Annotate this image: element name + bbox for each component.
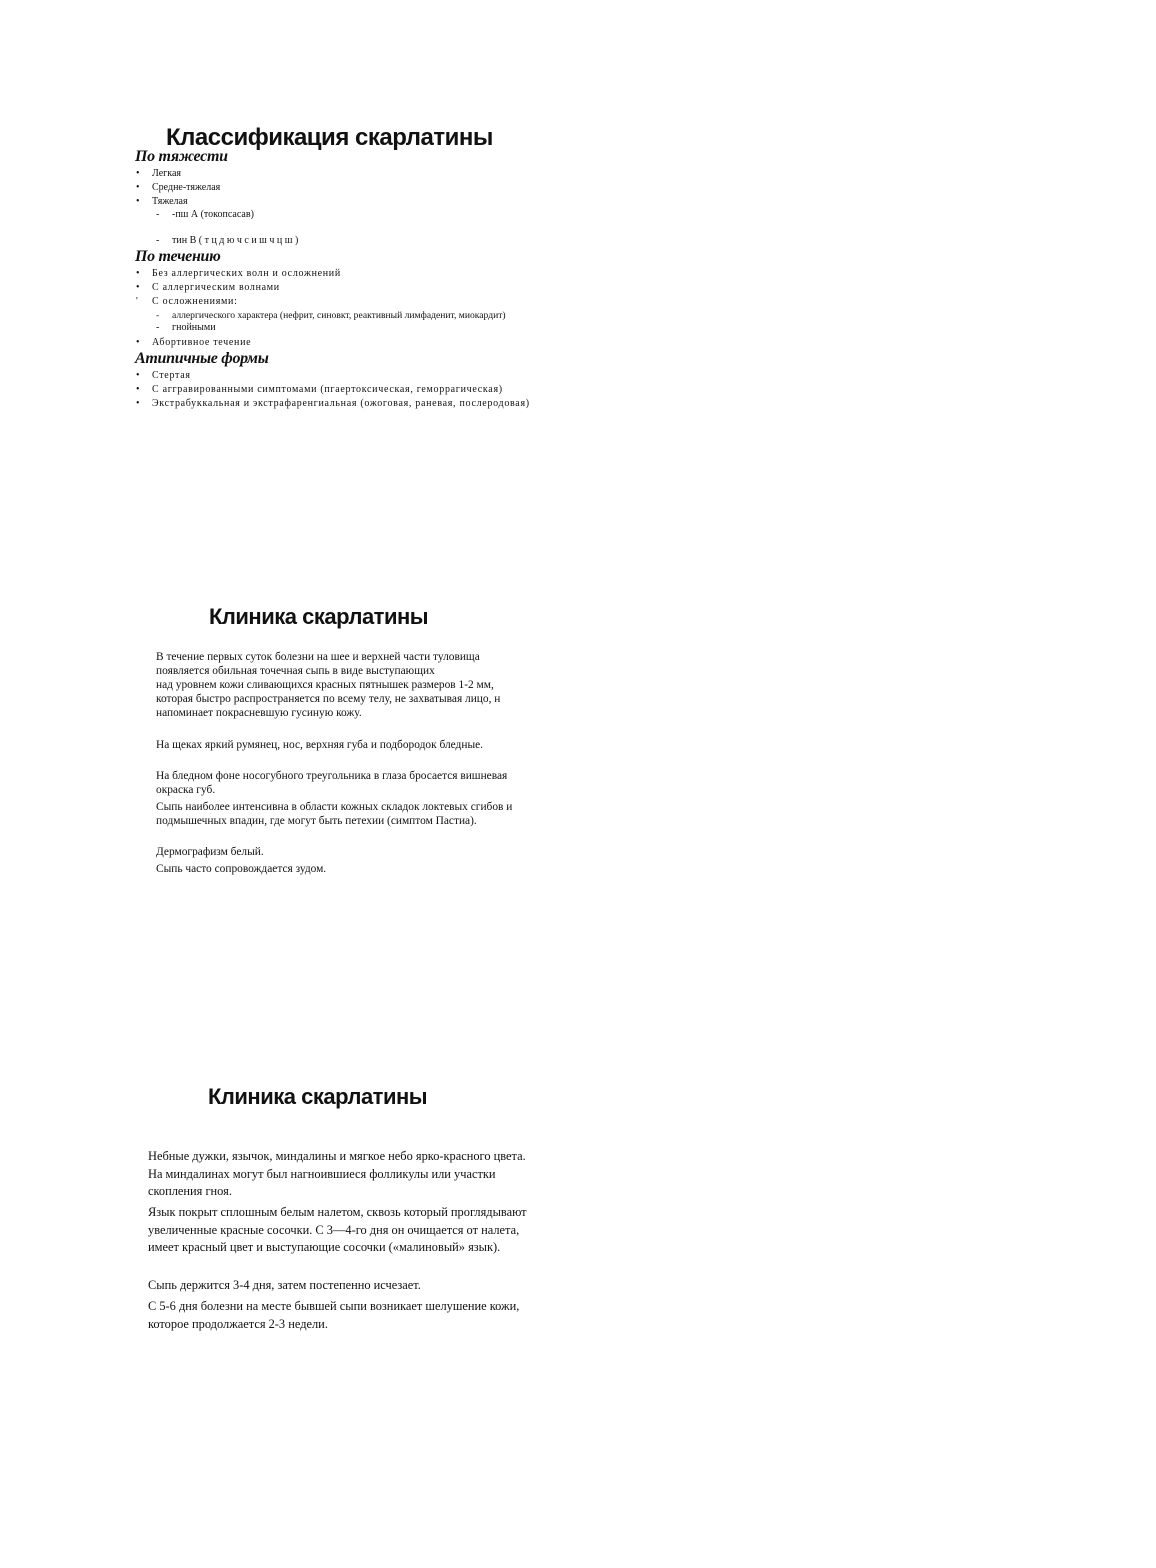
bullet-text: Стертая bbox=[152, 370, 191, 381]
bullet-text: Без аллергических волн и осложнений bbox=[152, 268, 341, 279]
section-heading-course: По течению bbox=[135, 248, 221, 265]
paragraph: Небные дужки, язычок, миндалины и мягкое небо ярко-красного цвета. На миндалинах могут был нагноившиеся фолликулы или участки скопления гноя. bbox=[148, 1149, 526, 1198]
bullet-marker: ' bbox=[136, 296, 139, 307]
paragraph: На щеках яркий румянец, нос, верхняя губа и подбородок бледные. bbox=[156, 739, 484, 751]
bullet-marker: • bbox=[136, 384, 141, 395]
bullet-marker: • bbox=[136, 182, 140, 193]
paragraph: Сыпь наиболее интенсивна в области кожных складок локтевых сгибов и подмышечных впадин, где могут быть петехии (симптом Пастиа). bbox=[156, 801, 513, 827]
bullet-marker: • bbox=[136, 370, 141, 381]
paragraph: Дермографизм белый. bbox=[156, 846, 264, 858]
bullet-text: Экстрабуккальная и экстрафаренгиальная (ожоговая, раневая, послеродовая) bbox=[152, 398, 530, 409]
paragraph: С 5-6 дня болезни на месте бывшей сыпи возникает шелушение кожи, которое продолжается 2-3 недели. bbox=[148, 1299, 520, 1331]
dash-marker: - bbox=[156, 235, 160, 246]
paragraph: На бледном фоне носогубного треугольника в глаза бросается вишневая окраска губ. bbox=[156, 770, 508, 796]
bullet-text: С осложнениями: bbox=[152, 296, 238, 307]
bullet-text: Абортивное течение bbox=[152, 337, 252, 348]
bullet-marker: • bbox=[136, 398, 141, 409]
paragraph: Язык покрыт сплошным белым налетом, сквозь который проглядывают увеличенные красные сосочки. С 3—4-го дня он очищается от налета, имеет красный цвет и выступающие сосочки («малиновый» язык). bbox=[148, 1205, 527, 1254]
bullet-marker: • bbox=[136, 196, 140, 207]
bullet-marker: • bbox=[136, 168, 140, 179]
bullet-marker: • bbox=[136, 268, 141, 279]
bullet-marker: • bbox=[136, 282, 141, 293]
section-heading-severity: По тяжести bbox=[135, 148, 228, 165]
slide-title: Клиника скарлатины bbox=[208, 1084, 428, 1109]
sub-item-text: гнойными bbox=[172, 322, 216, 333]
bullet-marker: • bbox=[136, 337, 141, 348]
bullet-text: Средне-тяжелая bbox=[152, 182, 221, 193]
bullet-text: С аггравированными симптомами (пгаертоксическая, геморрагическая) bbox=[152, 384, 503, 395]
dash-marker: - bbox=[156, 209, 160, 220]
slide-title: Классификация скарлатины bbox=[166, 124, 493, 151]
paragraph: Сыпь держится 3-4 дня, затем постепенно исчезает. bbox=[148, 1278, 421, 1292]
sub-item-text: тин В ( т ц д ю ч с и ш ч ц ш ) bbox=[172, 235, 299, 246]
sub-item-text: -пш А (токопсасав) bbox=[172, 209, 254, 220]
paragraph: Сыпь часто сопровождается зудом. bbox=[156, 863, 327, 875]
bullet-text: С аллергическим волнами bbox=[152, 282, 280, 293]
dash-marker: - bbox=[156, 322, 160, 333]
bullet-text: Тяжелая bbox=[152, 196, 188, 207]
bullet-text: Легкая bbox=[152, 168, 181, 179]
dash-marker: - bbox=[156, 310, 160, 321]
paragraph: В течение первых суток болезни на шее и верхней части туловища появляется обильная точечная сыпь в виде выступающих над уровнем кожи сливающихся красных пятнышек размеров 1-2 мм, которая быстро распространяется по всему телу, не захватывая лицо, н напоминает покрасневшую гусиную кожу. bbox=[156, 651, 501, 719]
sub-item-text: аллергического характера (нефрит, синовкт, реактивный лимфаденит, миокардит) bbox=[172, 310, 506, 321]
slide-title: Клиника скарлатины bbox=[209, 604, 429, 629]
section-heading-atypical: Атипичные формы bbox=[135, 350, 269, 367]
